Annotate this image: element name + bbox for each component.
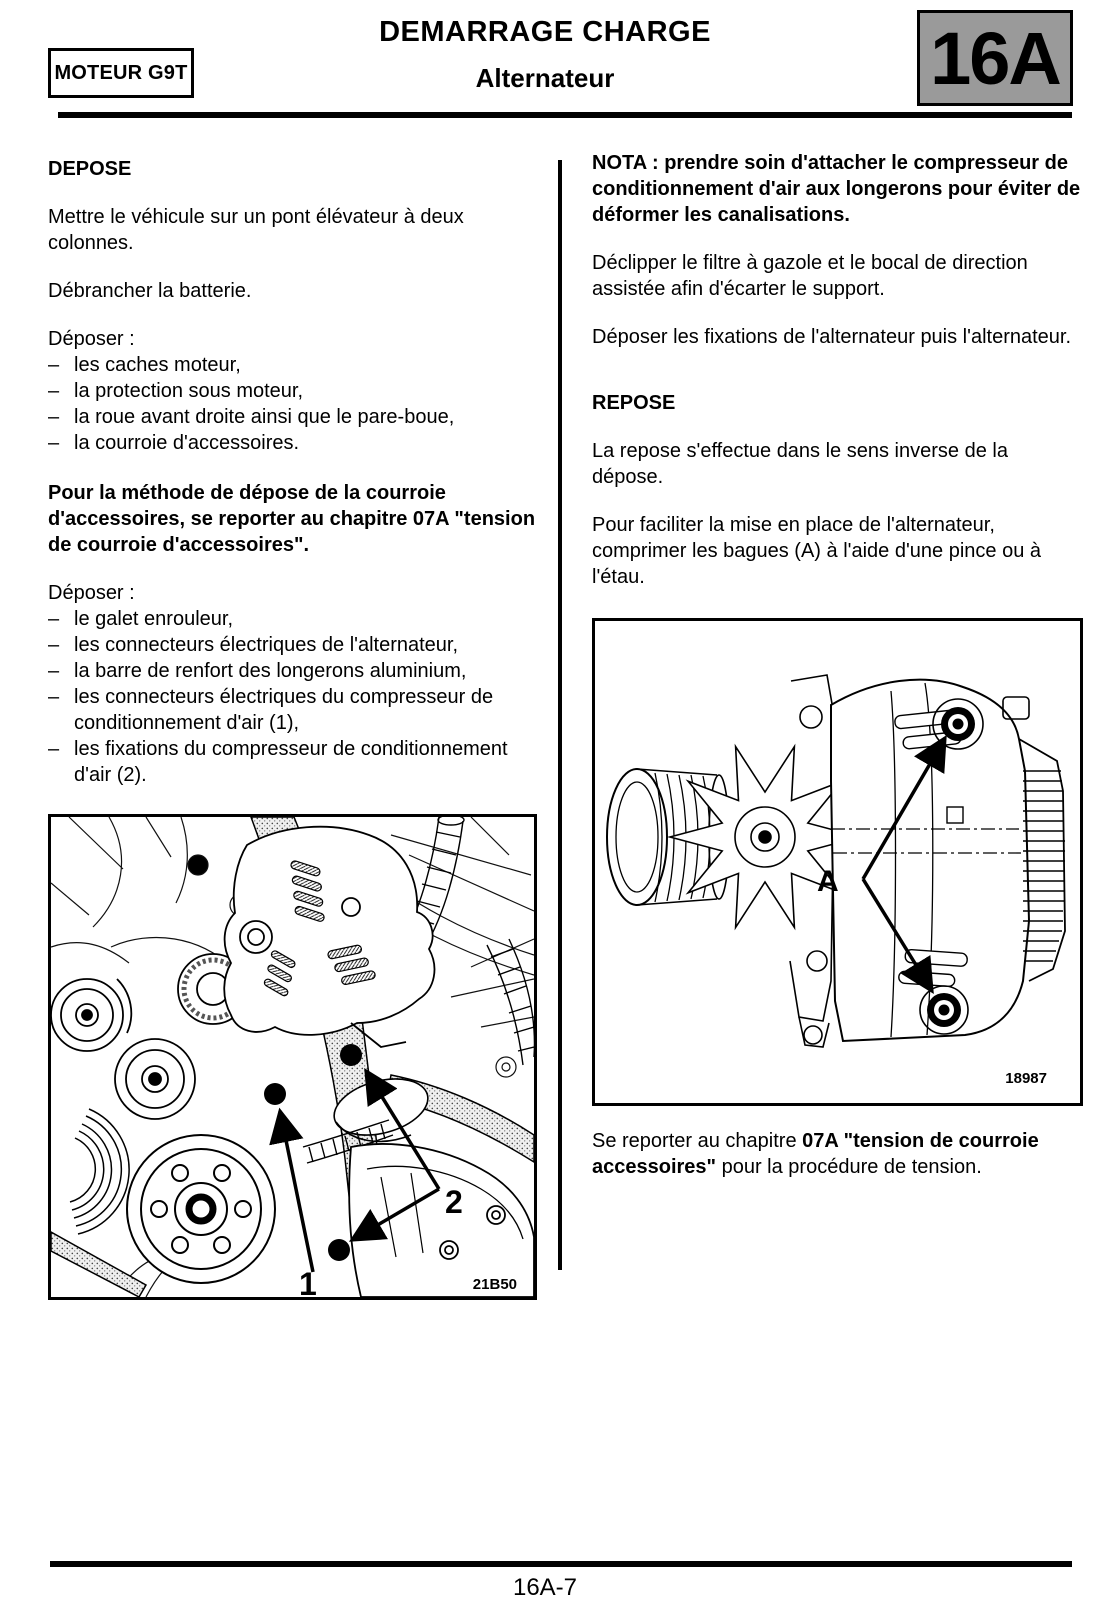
list-item-text: la roue avant droite ainsi que le pare-boue,: [74, 406, 455, 428]
list-item-text: les connecteurs électriques de l'alternateur,: [74, 634, 459, 656]
engine-figure: [48, 814, 537, 1300]
crank-grooved-pulley: [70, 1109, 129, 1234]
paragraph-bagues: Pour faciliter la mise en place de l'alternateur, comprimer les bagues (A) à l'aide d'une pince ou à l'étau.: [592, 514, 1041, 588]
list-item-text: la protection sous moteur,: [74, 380, 304, 402]
closing-post: pour la procédure de tension.: [716, 1156, 982, 1178]
right-column: [592, 144, 1081, 1180]
alternator-body: [224, 827, 434, 1047]
header-divider: [58, 112, 1072, 118]
callout-a-label: A: [817, 865, 839, 898]
left-column: [48, 150, 537, 1300]
paragraph-fixations: Déposer les fixations de l'alternateur puis l'alternateur.: [592, 326, 1072, 348]
deposer-label-1: Déposer :: [48, 328, 135, 350]
paragraph-lift: Mettre le véhicule sur un pont élévateur à deux colonnes.: [48, 206, 464, 254]
list-item: [48, 632, 537, 658]
list-item: [48, 404, 537, 430]
tensioner-pulley: [115, 1039, 195, 1119]
dash-marker: –: [48, 738, 60, 760]
repose-heading: REPOSE: [592, 392, 676, 414]
list-item: [48, 352, 537, 378]
idler-pulley-1: [51, 979, 131, 1051]
list-item-text: la barre de renfort des longerons aluminium,: [74, 660, 467, 682]
closing-pre: Se reporter au chapitre: [592, 1130, 803, 1152]
callout-1-label: 1: [299, 1266, 317, 1297]
dash-marker: –: [48, 354, 60, 376]
page-title: DEMARRAGE CHARGE: [379, 16, 711, 48]
belt-note: Pour la méthode de dépose de la courroie d'accessoires, se reporter au chapitre 07A "tension de courroie d'accessoires".: [48, 482, 536, 556]
list-item-text: le galet enrouleur,: [74, 608, 234, 630]
list-item: [48, 378, 537, 404]
ac-compressor-pulley: [127, 1135, 275, 1283]
list-item: [48, 430, 537, 456]
dash-marker: –: [48, 686, 60, 708]
bushing-bottom: [920, 986, 968, 1034]
closing-bold: 07A "tension de courroie accessoires": [592, 1130, 1039, 1178]
figure-ref-left: 21B50: [472, 1276, 517, 1293]
dash-marker: –: [48, 608, 60, 630]
depose-heading: DEPOSE: [48, 158, 132, 180]
deposer-list-1: [48, 352, 537, 456]
dash-marker: –: [48, 380, 60, 402]
corrugated-hose-right: [487, 939, 534, 1065]
nota-paragraph: NOTA : prendre soin d'attacher le compresseur de conditionnement d'air aux longerons pour éviter de déformer les canalisations.: [592, 152, 1081, 226]
list-item: [48, 684, 537, 736]
section-code: 16A: [930, 16, 1060, 100]
list-item: [48, 606, 537, 632]
page-number: 16A-7: [512, 1574, 578, 1601]
list-item-text: les connecteurs électriques du compresseur de conditionnement d'air (1),: [74, 686, 494, 734]
section-code-box: [917, 10, 1073, 106]
deposer-list-2: [48, 606, 537, 788]
closing-paragraph: [592, 1128, 1081, 1180]
column-divider: [558, 160, 562, 1270]
footer-divider: [50, 1561, 1072, 1567]
page-header: [245, 16, 845, 94]
dash-marker: –: [48, 660, 60, 682]
engine-illustration: [51, 817, 534, 1297]
page-subtitle: Alternateur: [475, 63, 615, 93]
dash-marker: –: [48, 432, 60, 454]
deposer-label-2: Déposer :: [48, 582, 135, 604]
alternator-illustration: [595, 621, 1080, 1103]
figure-ref-right: 18987: [1005, 1070, 1047, 1087]
alternator-figure: [592, 618, 1083, 1106]
list-item: [48, 658, 537, 684]
list-item-text: la courroie d'accessoires.: [74, 432, 300, 454]
callout-2-label: 2: [445, 1184, 463, 1220]
paragraph-battery: Débrancher la batterie.: [48, 280, 252, 302]
engine-type-label: MOTEUR G9T: [54, 61, 188, 84]
gearbox-housing: [349, 1144, 534, 1297]
list-item-text: les fixations du compresseur de conditionnement d'air (2).: [74, 738, 508, 786]
engine-type-box: [48, 48, 194, 98]
paragraph-inverse: La repose s'effectue dans le sens inverse de la dépose.: [592, 440, 1008, 488]
paragraph-declip: Déclipper le filtre à gazole et le bocal de direction assistée afin d'écarter le support.: [592, 252, 1028, 300]
dash-marker: –: [48, 406, 60, 428]
dash-marker: –: [48, 634, 60, 656]
list-item-text: les caches moteur,: [74, 354, 241, 376]
list-item: [48, 736, 537, 788]
